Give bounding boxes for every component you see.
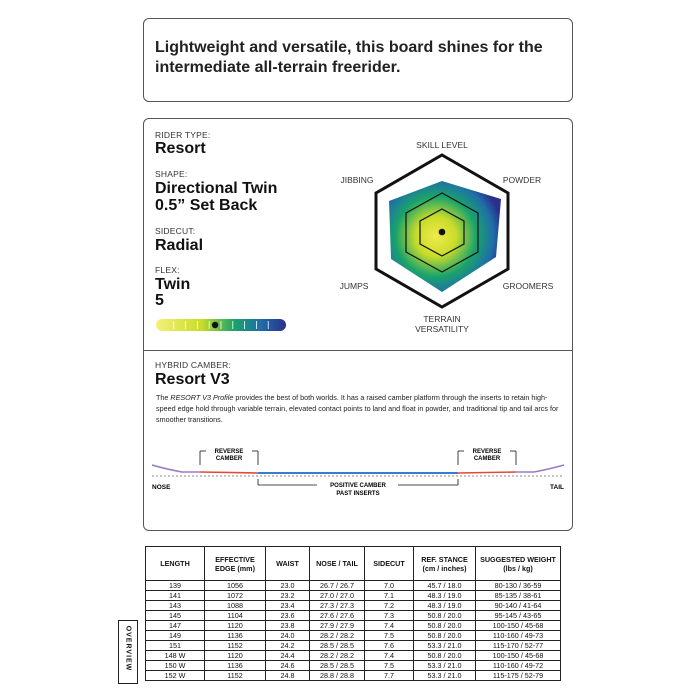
camber-profile-diagram xyxy=(152,445,567,501)
table-cell: 100-150 / 45-68 xyxy=(476,621,561,631)
table-cell: 1104 xyxy=(205,611,266,621)
flex-value-line2: 5 xyxy=(155,292,164,309)
table-cell: 147 xyxy=(146,621,205,631)
table-cell: 85-135 / 38-61 xyxy=(476,591,561,601)
table-cell: 7.1 xyxy=(365,591,414,601)
table-cell: 50.8 / 20.0 xyxy=(414,631,476,641)
axis-skill-level: SKILL LEVEL xyxy=(416,140,468,150)
camber-desc-body: provides the best of both worlds. It has a raised camber platform through the inserts to retain high-speed edge hold through variable terrain, elevated contact points to land and float in powder, and traditional tip and tail arcs for smoother transitions. xyxy=(156,393,559,424)
table-cell: 143 xyxy=(146,601,205,611)
table-cell: 28.2 / 28.2 xyxy=(310,631,365,641)
table-cell: 110-160 / 49-73 xyxy=(476,631,561,641)
table-cell: 27.0 / 27.0 xyxy=(310,591,365,601)
table-cell: 1136 xyxy=(205,661,266,671)
col-length: LENGTH xyxy=(146,547,205,581)
axis-versatility: VERSATILITY xyxy=(415,324,469,334)
flex-label: FLEX: xyxy=(155,265,180,275)
section-divider xyxy=(144,350,572,351)
table-cell: 1152 xyxy=(205,671,266,681)
table-cell: 115-170 / 52-77 xyxy=(476,641,561,651)
table-cell: 23.2 xyxy=(266,591,310,601)
overview-label: OVERVIEW xyxy=(124,625,132,672)
camber-name: Resort V3 xyxy=(155,371,230,388)
nose-label: NOSE xyxy=(152,484,171,491)
col-suggested-weight: SUGGESTED WEIGHT (lbs / kg) xyxy=(476,547,561,581)
rider-type-label: RIDER TYPE: xyxy=(155,130,211,140)
col-sidecut: SIDECUT xyxy=(365,547,414,581)
table-cell: 1056 xyxy=(205,581,266,591)
table-cell: 24.8 xyxy=(266,671,310,681)
radar-center-dot xyxy=(439,229,446,236)
table-cell: 80-130 / 36-59 xyxy=(476,581,561,591)
nose-tip-arc xyxy=(152,465,200,472)
col-waist: WAIST xyxy=(266,547,310,581)
shape-label: SHAPE: xyxy=(155,169,188,179)
table-cell: 53.3 / 21.0 xyxy=(414,671,476,681)
table-cell: 50.8 / 20.0 xyxy=(414,611,476,621)
table-cell: 27.3 / 27.3 xyxy=(310,601,365,611)
table-cell: 7.4 xyxy=(365,621,414,631)
tagline-card xyxy=(143,18,573,102)
rider-type-value: Resort xyxy=(155,140,206,157)
col-ref-stance: REF. STANCE (cm / inches) xyxy=(414,547,476,581)
table-cell: 27.6 / 27.6 xyxy=(310,611,365,621)
table-cell: 139 xyxy=(146,581,205,591)
table-cell: 100-150 / 45-68 xyxy=(476,651,561,661)
table-row xyxy=(146,621,561,631)
table-row xyxy=(146,641,561,651)
table-cell: 45.7 / 18.0 xyxy=(414,581,476,591)
table-cell: 7.7 xyxy=(365,671,414,681)
table-cell: 28.5 / 28.5 xyxy=(310,641,365,651)
camber-label: HYBRID CAMBER: xyxy=(155,360,232,370)
tail-tip-arc xyxy=(516,465,564,472)
table-cell: 23.6 xyxy=(266,611,310,621)
table-row xyxy=(146,591,561,601)
table-cell: 28.5 / 28.5 xyxy=(310,661,365,671)
table-cell: 1136 xyxy=(205,631,266,641)
table-cell: 24.0 xyxy=(266,631,310,641)
table-cell: 7.4 xyxy=(365,651,414,661)
table-cell: 7.5 xyxy=(365,661,414,671)
table-cell: 27.9 / 27.9 xyxy=(310,621,365,631)
table-cell: 145 xyxy=(146,611,205,621)
table-header-row xyxy=(146,547,561,581)
table-cell: 148 W xyxy=(146,651,205,661)
table-cell: 1088 xyxy=(205,601,266,611)
size-table xyxy=(145,546,561,681)
table-row xyxy=(146,671,561,681)
table-cell: 1072 xyxy=(205,591,266,601)
table-cell: 24.6 xyxy=(266,661,310,671)
table-cell: 53.3 / 21.0 xyxy=(414,641,476,651)
table-cell: 7.5 xyxy=(365,631,414,641)
overview-side-tab[interactable] xyxy=(118,620,138,684)
reverse-camber-left-line1: REVERSE xyxy=(214,449,244,455)
table-cell: 23.8 xyxy=(266,621,310,631)
table-cell: 1120 xyxy=(205,651,266,661)
tagline-text: Lightweight and versatile, this board shines for the intermediate all-terrain freerider. xyxy=(155,39,543,76)
radar-chart xyxy=(333,137,563,337)
camber-description: The RESORT V3 Profile provides the best of both worlds. It has a raised camber platform through the inserts to retain high-speed edge hold through variable terrain, elevated contact points to land and float in powder, and traditional tip and tail arcs for smoother transitions. xyxy=(156,393,559,424)
table-cell: 28.8 / 28.8 xyxy=(310,671,365,681)
table-row xyxy=(146,631,561,641)
table-cell: 90-140 / 41-64 xyxy=(476,601,561,611)
col-effective-edge: EFFECTIVE EDGE (mm) xyxy=(205,547,266,581)
table-cell: 23.0 xyxy=(266,581,310,591)
positive-camber-line1: POSITIVE CAMBER xyxy=(330,483,386,489)
table-cell: 150 W xyxy=(146,661,205,671)
table-row xyxy=(146,601,561,611)
reverse-camber-left xyxy=(200,472,258,473)
flex-scale xyxy=(155,318,287,332)
table-cell: 7.0 xyxy=(365,581,414,591)
reverse-camber-left-line2: CAMBER xyxy=(215,456,243,462)
shape-value-line1: Directional Twin xyxy=(155,180,278,197)
table-row xyxy=(146,651,561,661)
axis-powder: POWDER xyxy=(502,175,542,185)
table-cell: 28.2 / 28.2 xyxy=(310,651,365,661)
table-cell: 24.4 xyxy=(266,651,310,661)
reverse-camber-right xyxy=(458,472,516,473)
table-cell: 7.2 xyxy=(365,601,414,611)
flex-value-line1: Twin xyxy=(155,276,191,293)
axis-groomers: GROOMERS xyxy=(502,281,554,291)
table-cell: 7.6 xyxy=(365,641,414,651)
table-cell: 115-175 / 52-79 xyxy=(476,671,561,681)
table-cell: 141 xyxy=(146,591,205,601)
table-row xyxy=(146,611,561,621)
table-cell: 151 xyxy=(146,641,205,651)
table-cell: 48.3 / 19.0 xyxy=(414,601,476,611)
table-cell: 95-145 / 43-65 xyxy=(476,611,561,621)
axis-terrain: TERRAIN xyxy=(423,314,461,324)
table-cell: 152 W xyxy=(146,671,205,681)
sidecut-label: SIDECUT: xyxy=(155,226,196,236)
table-cell: 110-160 / 49-72 xyxy=(476,661,561,671)
flex-rating-marker xyxy=(212,322,218,328)
table-cell: 1152 xyxy=(205,641,266,651)
axis-jumps: JUMPS xyxy=(339,281,369,291)
table-cell: 50.8 / 20.0 xyxy=(414,651,476,661)
table-cell: 24.2 xyxy=(266,641,310,651)
table-row xyxy=(146,661,561,671)
table-row xyxy=(146,581,561,591)
table-cell: 53.3 / 21.0 xyxy=(414,661,476,671)
shape-value-line2: 0.5” Set Back xyxy=(155,197,258,214)
col-nose-tail: NOSE / TAIL xyxy=(310,547,365,581)
positive-camber-line2: PAST INSERTS xyxy=(336,491,380,497)
table-cell: 149 xyxy=(146,631,205,641)
table-cell: 48.3 / 19.0 xyxy=(414,591,476,601)
tail-label: TAIL xyxy=(550,484,564,491)
sidecut-value: Radial xyxy=(155,237,204,254)
table-cell: 1120 xyxy=(205,621,266,631)
camber-desc-profile-name: RESORT V3 Profile xyxy=(170,393,234,402)
axis-jibbing: JIBBING xyxy=(340,175,374,185)
table-cell: 26.7 / 26.7 xyxy=(310,581,365,591)
reverse-camber-right-line2: CAMBER xyxy=(473,456,501,462)
table-cell: 23.4 xyxy=(266,601,310,611)
spec-card xyxy=(143,118,573,531)
table-cell: 50.8 / 20.0 xyxy=(414,621,476,631)
reverse-camber-right-line1: REVERSE xyxy=(472,449,502,455)
table-cell: 7.3 xyxy=(365,611,414,621)
